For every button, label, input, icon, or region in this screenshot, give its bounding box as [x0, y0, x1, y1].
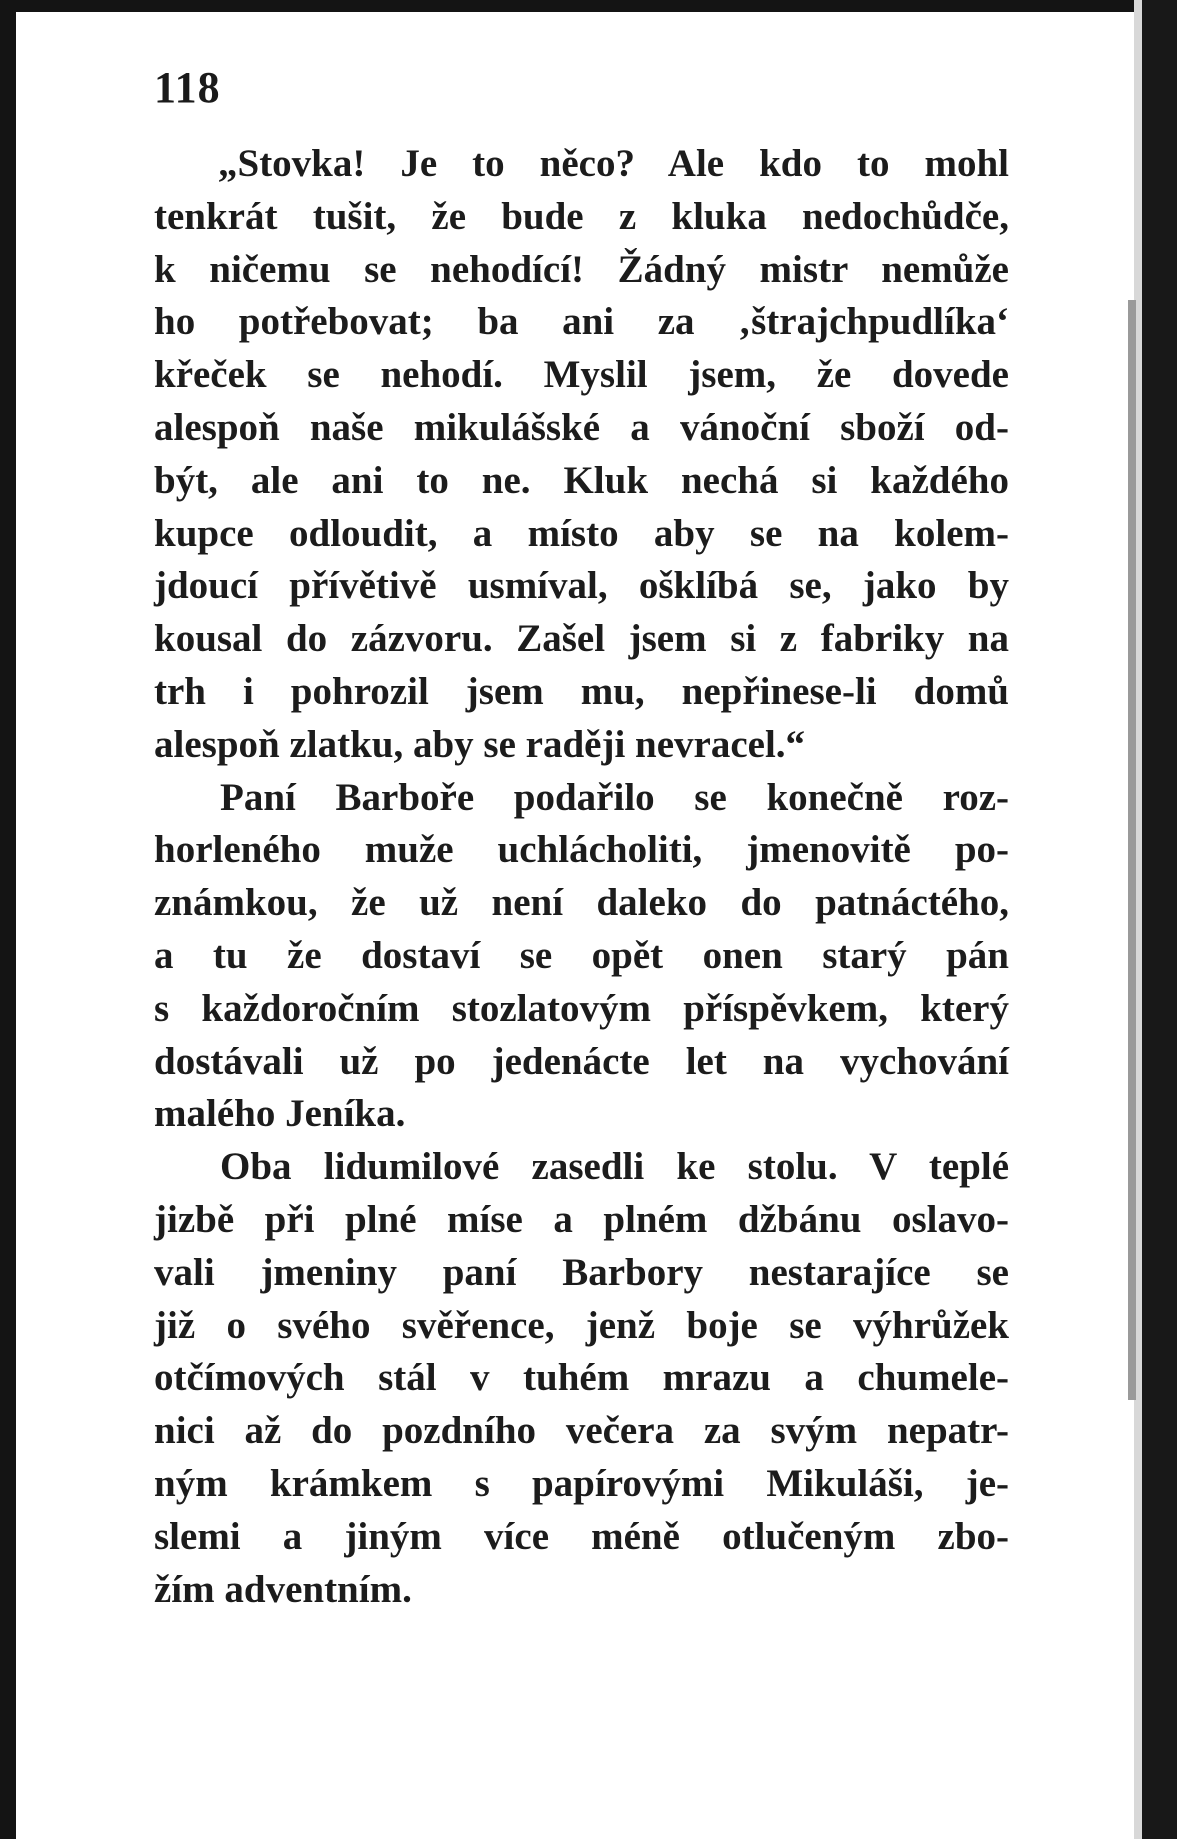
- text-line: jdoucí přívětivě usmíval, ošklíbá se, jako by: [154, 564, 1009, 608]
- text-line: nici až do pozdního večera za svým nepatr-: [154, 1409, 1009, 1453]
- scan-border-left: [0, 0, 16, 1839]
- text-line: malého Jeníka.: [154, 1092, 406, 1136]
- text-line: ho potřebovat; ba ani za ‚štrajchpudlíka‘: [154, 300, 1009, 344]
- text-line: být, ale ani to ne. Kluk nechá si každého: [154, 458, 1009, 502]
- text-line: křeček se nehodí. Myslil jsem, že dovede: [154, 353, 1009, 397]
- text-line: tenkrát tušit, že bude z kluka nedochůdče,: [154, 194, 1009, 238]
- text-line: jizbě při plné míse a plném džbánu oslavo-: [154, 1197, 1009, 1241]
- scan-border-top: [0, 0, 1177, 12]
- text-line: horleného muže uchlácholiti, jmenovitě po-: [154, 828, 1009, 872]
- text-line: kousal do zázvoru. Zašel jsem si z fabriky na: [154, 617, 1009, 661]
- page-edge-shadow: [1128, 300, 1136, 1400]
- paragraph-2: [154, 772, 1009, 1142]
- text-line: s každoročním stozlatovým příspěvkem, který: [154, 986, 1009, 1030]
- text-line: známkou, že už není daleko do patnáctého,: [154, 881, 1009, 925]
- text-line: trh i pohrozil jsem mu, nepřinese-li domů: [154, 669, 1009, 713]
- body-text: [154, 138, 1009, 1616]
- text-line: Oba lidumilové zasedli ke stolu. V teplé: [220, 1145, 1009, 1189]
- text-line: alespoň naše mikulášské a vánoční sboží od-: [154, 405, 1009, 449]
- text-line: a tu že dostaví se opět onen starý pán: [154, 933, 1009, 977]
- text-line: slemi a jiným více méně otlučeným zbo-: [154, 1514, 1009, 1558]
- paragraph-3: [154, 1141, 1009, 1616]
- paragraph-1: [154, 138, 1009, 772]
- page-number: 118: [154, 63, 221, 112]
- text-line: otčímových stál v tuhém mrazu a chumele-: [154, 1356, 1009, 1400]
- text-line: Paní Barboře podařilo se konečně roz-: [220, 775, 1009, 819]
- text-line: ným krámkem s papírovými Mikuláši, je-: [154, 1461, 1009, 1505]
- text-line: alespoň zlatku, aby se raději nevracel.“: [154, 722, 806, 766]
- scan-border-right: [1142, 0, 1177, 1839]
- text-line: žím adventním.: [154, 1567, 412, 1611]
- text-line: vali jmeniny paní Barbory nestarajíce se: [154, 1250, 1009, 1294]
- text-line: kupce odloudit, a místo aby se na kolem-: [154, 511, 1009, 555]
- text-line: „Stovka! Je to něco? Ale kdo to mohl: [218, 142, 1009, 185]
- text-line: již o svého svěřence, jenž boje se výhrůžek: [154, 1303, 1009, 1347]
- text-line: dostávali už po jedenácte let na vychování: [154, 1039, 1009, 1083]
- text-line: k ničemu se nehodící! Žádný mistr nemůže: [154, 247, 1009, 291]
